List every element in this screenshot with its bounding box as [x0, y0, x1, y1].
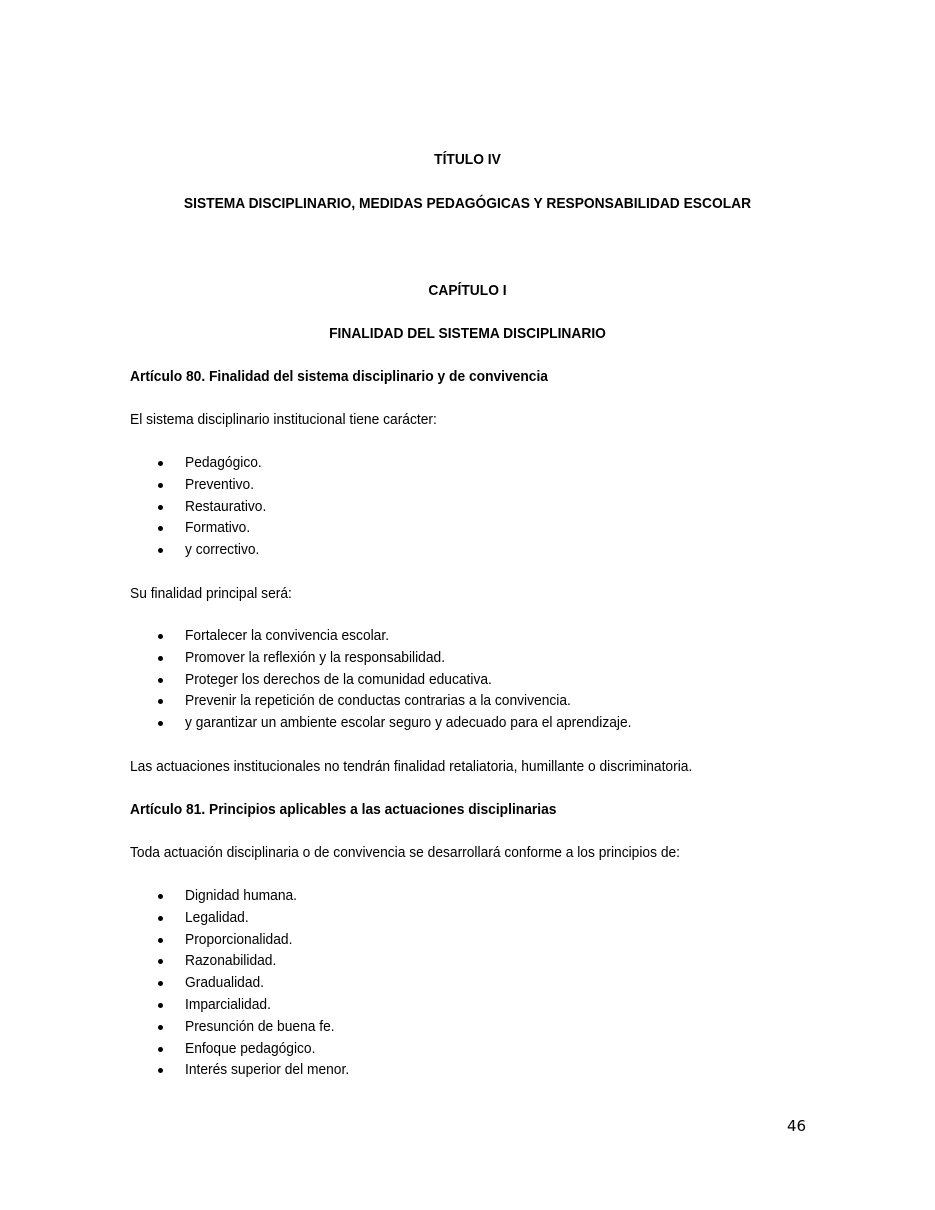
bullet-icon [158, 1025, 163, 1030]
bullet-icon [158, 981, 163, 986]
bullet-icon [158, 678, 163, 683]
titulo-heading: TÍTULO IV [434, 151, 501, 168]
document-page: TÍTULO IV SISTEMA DISCIPLINARIO, MEDIDAS PEDAGÓGICAS Y RESPONSABILIDAD ESCOLAR CAPÍTULO I FINALIDAD DEL SISTEMA DISCIPLINARIO Artículo 80. Finalidad del sistema disciplinario y de convivencia El sistema disciplinario institucional tiene carácter: Pedagógico. Preventivo. Restaurativo. Formativo. y correctivo. Su finalidad principal será: Fortalecer la convivencia escolar. Promover la reflexión y la responsabilidad. Proteger los derechos de la comunidad educativa. Prevenir la repetición de conductas contrarias a la convivencia. y garantizar un ambiente escolar seguro y adecuado para el aprendizaje. Las actuaciones institucionales no tendrán finalidad retaliatoria, humillante o discriminatoria. Artículo 81. Principios aplicables a las actuaciones disciplinarias Toda actuación disciplinaria o de convivencia se desarrollará conforme a los principios de: Dignidad humana. Legalidad. Proporcionalidad. Razonabilidad. Gradualidad. Imparcialidad. Presunción de buena fe. Enfoque pedagógico. Interés superior del menor. 46 [0, 0, 935, 1210]
bullet-icon [158, 959, 163, 964]
page-number: 46 [787, 1117, 807, 1135]
finalidad-intro: Su finalidad principal será: [130, 585, 292, 602]
bullet-icon [158, 1068, 163, 1073]
bullet-icon [158, 526, 163, 531]
articulo-81-intro: Toda actuación disciplinaria o de convivencia se desarrollará conforme a los principios de: [130, 844, 681, 861]
articulo-81-heading: Artículo 81. Principios aplicables a las actuaciones disciplinarias [130, 801, 557, 818]
bullet-icon [158, 721, 163, 726]
bullet-icon [158, 483, 163, 488]
bullet-icon [158, 548, 163, 553]
bullet-icon [158, 461, 163, 466]
bullet-icon [158, 505, 163, 510]
articulo-80-cierre: Las actuaciones institucionales no tendrán finalidad retaliatoria, humillante o discriminatoria. [130, 758, 693, 775]
articulo-80-intro: El sistema disciplinario institucional tiene carácter: [130, 411, 437, 428]
bullet-icon [158, 656, 163, 661]
bullet-icon [158, 938, 163, 943]
bullet-icon [158, 916, 163, 921]
bullet-icon [158, 699, 163, 704]
bullet-icon [158, 1047, 163, 1052]
titulo-nombre: SISTEMA DISCIPLINARIO, MEDIDAS PEDAGÓGICAS Y RESPONSABILIDAD ESCOLAR [183, 195, 752, 212]
bullet-icon [158, 634, 163, 639]
articulo-80-heading: Artículo 80. Finalidad del sistema disciplinario y de convivencia [130, 368, 548, 385]
capitulo-nombre: FINALIDAD DEL SISTEMA DISCIPLINARIO [329, 325, 606, 342]
bullet-icon [158, 894, 163, 899]
bullet-icon [158, 1003, 163, 1008]
capitulo-heading: CAPÍTULO I [428, 282, 507, 299]
